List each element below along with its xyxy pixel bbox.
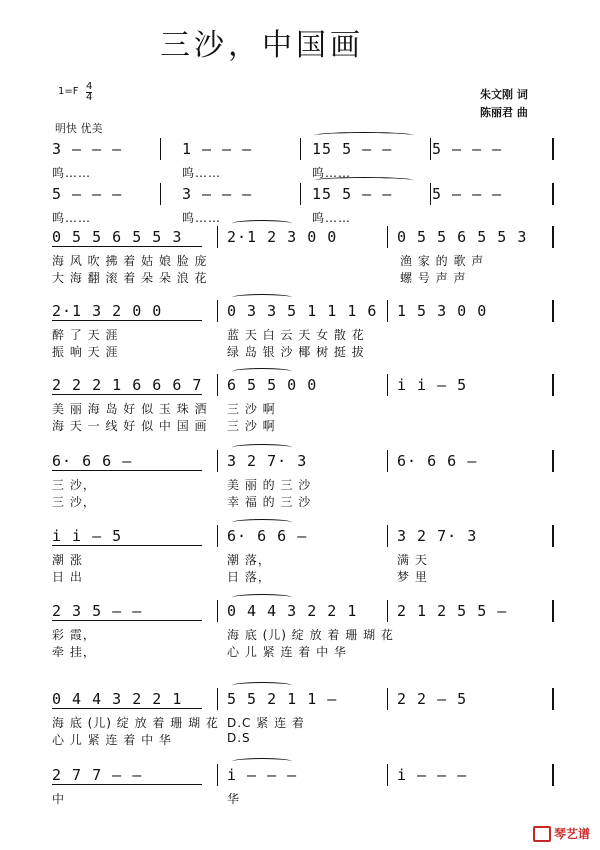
- composer-credit: 陈丽君 曲: [480, 106, 528, 119]
- slur: [232, 444, 292, 451]
- measure: 3 – – –: [52, 140, 123, 158]
- slur: [232, 368, 292, 375]
- barline: [387, 374, 388, 396]
- lyric-line: 呜……: [312, 166, 352, 180]
- beam-line: [52, 246, 202, 247]
- barline: [300, 183, 301, 205]
- measure: 5 – – –: [52, 185, 123, 203]
- measure: 1 – – –: [182, 140, 253, 158]
- barline: [160, 183, 161, 205]
- lyric-line: 满 天: [397, 553, 428, 567]
- barline: [300, 138, 301, 160]
- barline: [387, 764, 388, 786]
- lyric-line: 蓝 天 白 云 天 女 散 花: [227, 328, 365, 342]
- measure: 2 2 2 1 6 6 6 7: [52, 376, 203, 394]
- lyric-line: 心 儿 紧 连 着 中 华: [52, 733, 172, 747]
- lyric-line: 三 沙 啊: [227, 419, 276, 433]
- lyric-line: D.C 紧 连 着: [227, 716, 305, 730]
- barline: [552, 374, 554, 396]
- lyric-line: 梦 里: [397, 570, 428, 584]
- lyric-line: 中: [52, 792, 66, 806]
- lyric-line: 呜……: [182, 211, 222, 225]
- lyric-line: 大 海 翻 滚 着 朵 朵 浪 花: [52, 271, 208, 285]
- lyric-line: 三 沙，: [52, 495, 96, 509]
- barline: [430, 183, 431, 205]
- time-signature-bottom: 4: [86, 92, 93, 103]
- lyric-line: 三 沙 啊: [227, 402, 276, 416]
- measure: 2 7 7 – –: [52, 766, 143, 784]
- measure: 0 3 3 5 1 1 1 6: [227, 302, 378, 320]
- measure: i i – 5: [52, 527, 123, 545]
- measure: 0 4 4 3 2 2 1: [52, 690, 183, 708]
- lyric-line: 绿 岛 银 沙 椰 树 挺 拔: [227, 345, 365, 359]
- barline: [387, 688, 388, 710]
- measure: 2 3 5 – –: [52, 602, 143, 620]
- measure: 2 2 – 5: [397, 690, 468, 708]
- beam-line: [52, 394, 202, 395]
- barline: [387, 450, 388, 472]
- barline: [217, 600, 218, 622]
- lyric-line: 呜……: [312, 211, 352, 225]
- measure: 3 2 7· 3: [227, 452, 308, 470]
- lyric-line: 美 丽 海 岛 好 似 玉 珠 洒: [52, 402, 208, 416]
- beam-line: [52, 470, 202, 471]
- barline: [217, 374, 218, 396]
- lyricist-credit: 朱文刚 词: [480, 88, 528, 101]
- slur: [232, 594, 292, 601]
- barline: [217, 450, 218, 472]
- lyric-line: 彩 霞，: [52, 628, 96, 642]
- measure: 15 5 – –: [312, 185, 393, 203]
- lyric-line: 醉 了 天 涯: [52, 328, 119, 342]
- lyric-line: 螺 号 声 声: [400, 271, 467, 285]
- lyric-line: 海 底 (儿) 绽 放 着 珊 瑚 花: [52, 716, 219, 730]
- barline: [552, 183, 554, 205]
- site-logo: [533, 825, 590, 843]
- slur: [232, 682, 292, 689]
- barline: [552, 688, 554, 710]
- barline: [552, 226, 554, 248]
- barline: [217, 525, 218, 547]
- barline: [217, 688, 218, 710]
- lyric-line: 潮 涨: [52, 553, 83, 567]
- lyric-line: 振 响 天 涯: [52, 345, 119, 359]
- beam-line: [52, 708, 202, 709]
- lyric-line: 三 沙，: [52, 478, 96, 492]
- key-signature: 1=F: [58, 86, 79, 97]
- lyric-line: 幸 福 的 三 沙: [227, 495, 312, 509]
- measure: 15 5 – –: [312, 140, 393, 158]
- measure: 6· 6 6 –: [52, 452, 133, 470]
- barline: [217, 226, 218, 248]
- barline: [552, 600, 554, 622]
- lyric-line: 牵 挂，: [52, 645, 96, 659]
- barline: [217, 764, 218, 786]
- barline: [387, 226, 388, 248]
- tempo-marking: 明快 优美: [55, 122, 103, 135]
- measure: 0 4 4 3 2 2 1: [227, 602, 358, 620]
- lyric-line: 心 儿 紧 连 着 中 华: [227, 645, 347, 659]
- barline: [387, 525, 388, 547]
- beam-line: [52, 784, 202, 785]
- measure: 3 – – –: [182, 185, 253, 203]
- measure: i i – 5: [397, 376, 468, 394]
- measure: 0 5 5 6 5 5 3: [397, 228, 528, 246]
- slur: [232, 294, 292, 301]
- slur: [232, 519, 292, 526]
- measure: 0 5 5 6 5 5 3: [52, 228, 183, 246]
- beam-line: [52, 620, 202, 621]
- lyric-line: 日 落，: [227, 570, 271, 584]
- logo-text: 琴艺谱: [553, 826, 590, 841]
- measure: i – – –: [397, 766, 468, 784]
- lyric-line: 呜……: [52, 166, 92, 180]
- barline: [552, 764, 554, 786]
- lyric-line: 海 风 吹 拂 着 姑 娘 脸 庞: [52, 254, 208, 268]
- logo-icon: [533, 826, 551, 842]
- time-signature-top: 4: [86, 81, 93, 92]
- lyric-line: D.S: [227, 731, 251, 745]
- slur: [232, 220, 292, 227]
- lyric-line: 海 天 一 线 好 似 中 国 画: [52, 419, 208, 433]
- time-signature: [86, 82, 92, 103]
- lyric-line: 华: [227, 792, 241, 806]
- measure: 2·1 2 3 0 0: [227, 228, 338, 246]
- lyric-line: 呜……: [182, 166, 222, 180]
- measure: 5 – – –: [432, 140, 503, 158]
- measure: 2 1 2 5 5 –: [397, 602, 508, 620]
- lyric-line: 潮 落，: [227, 553, 271, 567]
- barline: [160, 138, 161, 160]
- beam-line: [52, 545, 202, 546]
- barline: [552, 138, 554, 160]
- measure: 5 5 2 1 1 –: [227, 690, 338, 708]
- slur: [314, 132, 414, 139]
- measure: 6· 6 6 –: [397, 452, 478, 470]
- barline: [430, 138, 431, 160]
- measure: 6· 6 6 –: [227, 527, 308, 545]
- barline: [552, 300, 554, 322]
- barline: [387, 300, 388, 322]
- measure: 3 2 7· 3: [397, 527, 478, 545]
- slur: [314, 177, 414, 184]
- barline: [552, 450, 554, 472]
- lyric-line: 呜……: [52, 211, 92, 225]
- beam-line: [52, 320, 202, 321]
- measure: i – – –: [227, 766, 298, 784]
- measure: 5 – – –: [432, 185, 503, 203]
- lyric-line: 渔 家 的 歌 声: [400, 254, 485, 268]
- slur: [232, 758, 292, 765]
- lyric-line: 美 丽 的 三 沙: [227, 478, 312, 492]
- song-title: 三沙，中国画: [160, 28, 364, 63]
- barline: [217, 300, 218, 322]
- barline: [552, 525, 554, 547]
- lyric-line: 海 底 (儿) 绽 放 着 珊 瑚 花: [227, 628, 394, 642]
- measure: 6 5 5 0 0: [227, 376, 318, 394]
- measure: 1 5 3 0 0: [397, 302, 488, 320]
- lyric-line: 日 出: [52, 570, 83, 584]
- barline: [387, 600, 388, 622]
- measure: 2·1 3 2 0 0: [52, 302, 163, 320]
